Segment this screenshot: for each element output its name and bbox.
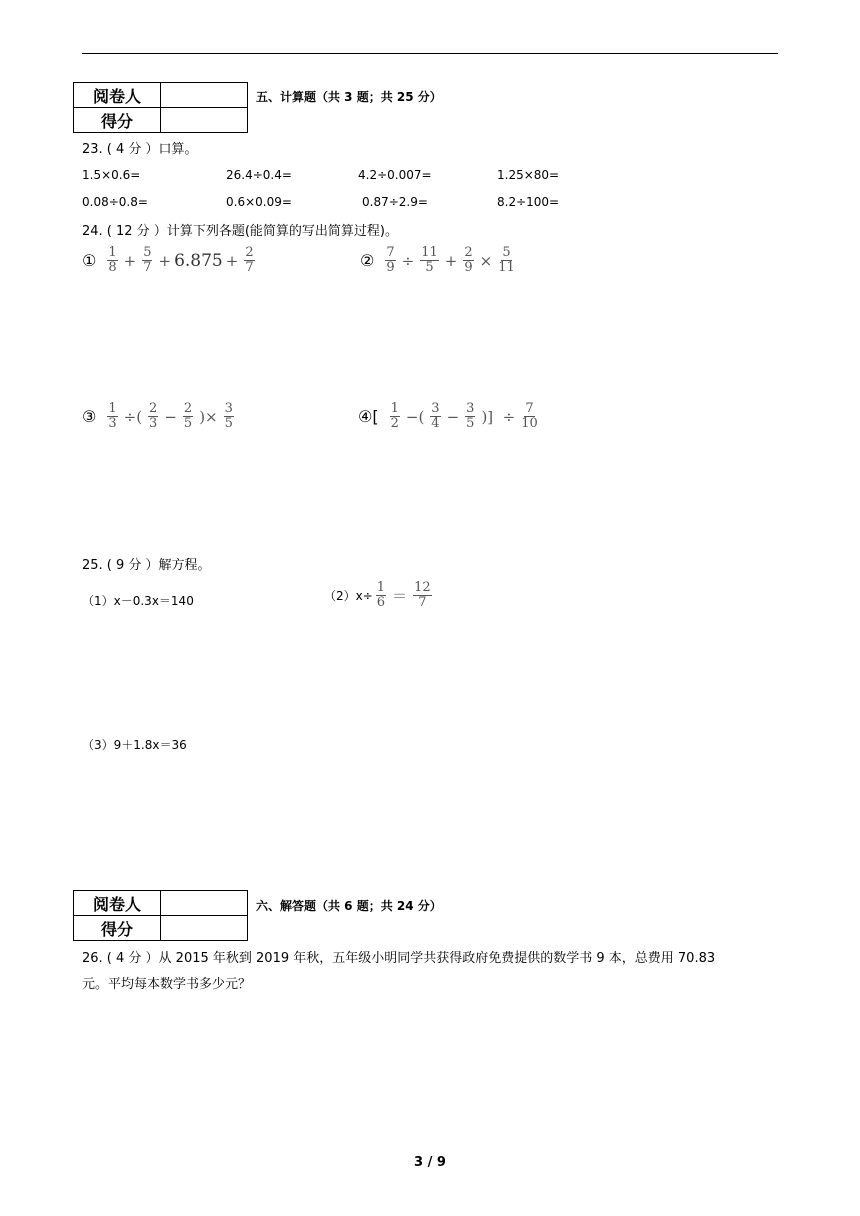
fraction: $\frac{2}{7}$ <box>245 245 254 275</box>
score-field <box>161 916 248 941</box>
question-header: 24. ( 12 分 ）计算下列各题(能简算的写出简算过程)。 <box>82 224 398 239</box>
equation-1: （1）x－0.3x＝140 <box>82 594 194 608</box>
header-rule <box>82 53 778 54</box>
fraction: $\frac{1}{6}$ <box>376 580 386 610</box>
operator: ÷ <box>401 251 415 270</box>
oral-calc-item: 26.4÷0.4= <box>226 168 292 182</box>
oral-calc-item: 1.25×80= <box>497 168 560 182</box>
question-text-line: 元。平均每本数学书多少元？ <box>82 977 252 992</box>
grader-box <box>73 890 248 941</box>
equation-prefix: （2）x÷ <box>324 589 373 603</box>
oral-calc-item: 8.2÷100= <box>497 195 560 209</box>
operator: + <box>225 251 239 270</box>
expression-1 <box>82 246 258 275</box>
operator: + <box>158 251 172 270</box>
item-number: ② <box>360 251 375 270</box>
expression-2 <box>360 246 518 275</box>
reviewer-label: 阅卷人 <box>74 891 161 916</box>
oral-calc-item: 0.6×0.09= <box>226 195 292 209</box>
oral-calc-item: 1.5×0.6= <box>82 168 141 182</box>
operator: × <box>479 251 493 270</box>
question-header: 25. ( 9 分 ）解方程。 <box>82 558 211 573</box>
fraction: $\frac{12}{7}$ <box>414 580 431 610</box>
question-header: 23. ( 4 分 ）口算。 <box>82 142 198 157</box>
fraction: $\frac{5}{7}$ <box>143 245 152 275</box>
fraction: $\frac{2}{5}$ <box>183 401 193 431</box>
fraction: $\frac{2}{3}$ <box>149 401 158 431</box>
operator: ÷( <box>123 407 143 426</box>
section-title: 五、计算题（共 3 题；共 25 分） <box>256 90 442 104</box>
fraction: $\frac{7}{10}$ <box>521 401 538 431</box>
fraction: $\frac{3}{4}$ <box>431 401 440 431</box>
fraction: $\frac{7}{9}$ <box>386 245 395 275</box>
operator: − <box>164 407 177 426</box>
item-number: ④[ <box>358 407 379 426</box>
score-label: 得分 <box>74 108 161 133</box>
page-number: 3 / 9 <box>414 1155 446 1170</box>
item-number: ① <box>82 251 97 270</box>
item-number: ③ <box>82 407 97 426</box>
fraction: $\frac{3}{5}$ <box>466 401 475 431</box>
expression-3 <box>82 402 237 431</box>
fraction: $\frac{11}{5}$ <box>421 245 438 275</box>
reviewer-label: 阅卷人 <box>74 83 161 108</box>
reviewer-field <box>161 891 248 916</box>
fraction: $\frac{3}{5}$ <box>224 401 233 431</box>
operator: + <box>123 251 137 270</box>
oral-calc-item: 4.2÷0.007= <box>358 168 432 182</box>
fraction: $\frac{1}{2}$ <box>390 401 399 431</box>
question-text-line: 26. ( 4 分 ）从 2015 年秋到 2019 年秋，五年级小明同学共获得政府免费提供的数学书 9 本，总费用 70.83 <box>82 951 716 966</box>
operator: )] ÷ <box>481 407 516 426</box>
reviewer-field <box>161 83 248 108</box>
fraction: $\frac{1}{3}$ <box>108 401 117 431</box>
grader-box <box>73 82 248 133</box>
fraction: $\frac{1}{8}$ <box>108 245 117 275</box>
score-label: 得分 <box>74 916 161 941</box>
fraction: $\frac{2}{9}$ <box>464 245 473 275</box>
score-field <box>161 108 248 133</box>
operator: − <box>446 407 460 426</box>
decimal-term: 6.875 <box>174 250 223 271</box>
equation-3: （3）9＋1.8x＝36 <box>82 738 187 752</box>
equation-2 <box>324 581 435 610</box>
operator: )× <box>199 407 218 426</box>
operator: −( <box>405 407 425 426</box>
oral-calc-item: 0.08÷0.8= <box>82 195 148 209</box>
expression-4 <box>358 402 541 431</box>
operator: + <box>444 251 458 270</box>
oral-calc-item: 0.87÷2.9= <box>362 195 428 209</box>
section-title: 六、解答题（共 6 题；共 24 分） <box>256 899 442 913</box>
fraction: $\frac{5}{11}$ <box>498 245 515 275</box>
operator: ＝ <box>392 587 408 605</box>
